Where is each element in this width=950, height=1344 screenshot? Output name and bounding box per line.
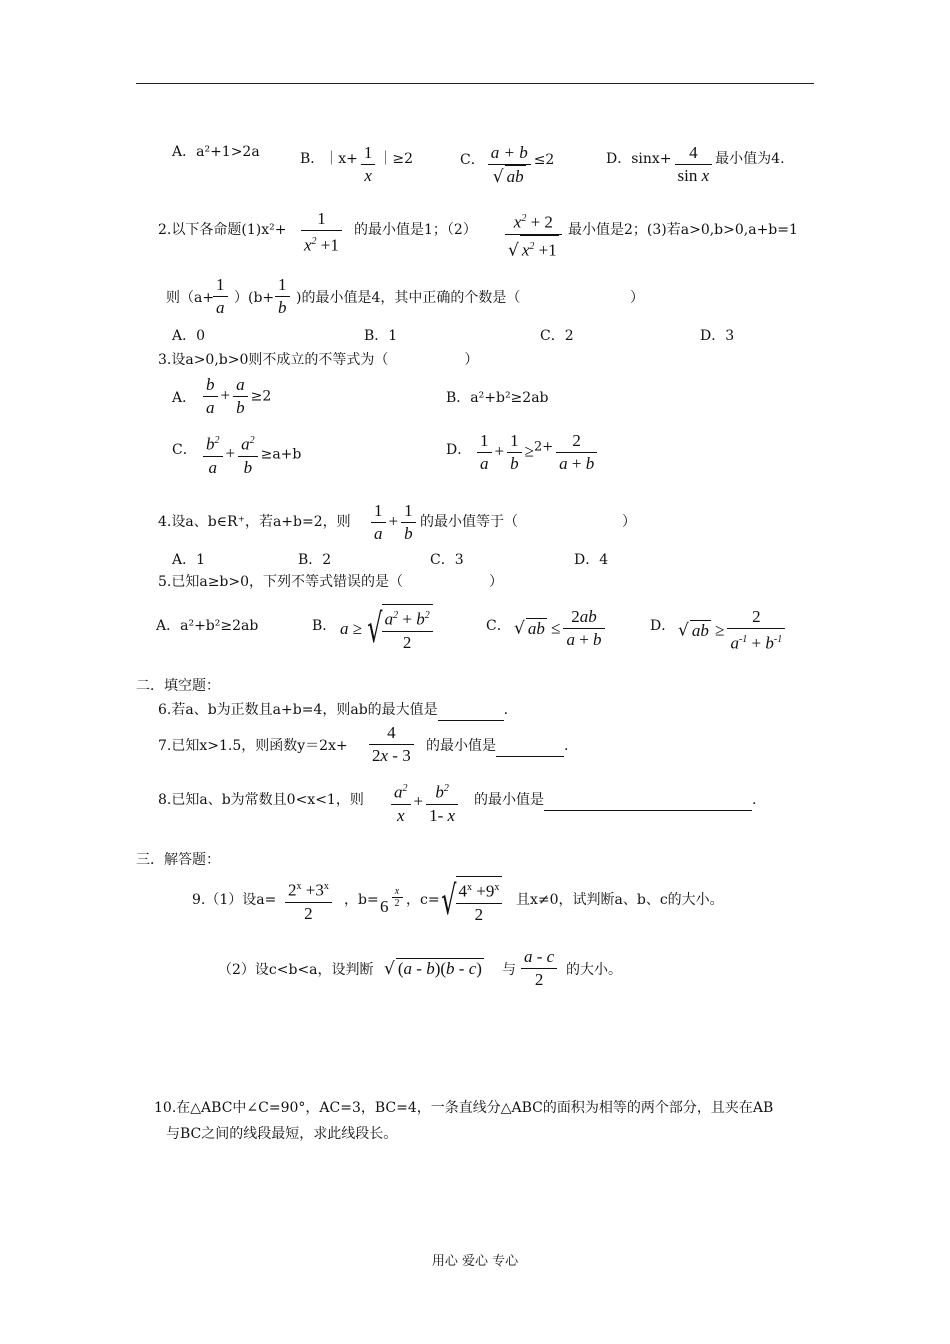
q3-options-cd: C． $\frac{b^2}{a}$ + $\frac{a^2}{b}$ ≥a+b D． $\frac{1}{a}$ + $\frac{1}{b}$ ≥2+ $\frac{2}{a + b}$ bbox=[172, 432, 772, 486]
q5-stem: 5.已知a≥b>0，下列不等式错误的是（ ） bbox=[158, 574, 504, 590]
q10-line-1: 10.在△ABC中∠C=90°，AC=3，BC=4，一条直线分△ABC的面积为相等的两个部分，且夹在AB bbox=[154, 1100, 774, 1116]
q5-option-a: A．a²+b²≥2ab bbox=[156, 618, 259, 634]
q5-option-b-expr: a ≥ √ $\frac{a^2 + b^2}{2}$ bbox=[340, 604, 433, 654]
q3-options-ab: A． $\frac{b}{a}$ + $\frac{a}{b}$ ≥2 B．a²+b²≥2ab bbox=[172, 375, 549, 417]
q3-stem: 3.设a>0,b>0则不成立的不等式为（ ） bbox=[158, 352, 479, 368]
q1-option-a: A．a²+1>2a bbox=[172, 144, 260, 160]
q3-option-d-expr: $\frac{1}{a}$ + $\frac{1}{b}$ ≥2+ $\frac{2}{a + b}$ bbox=[474, 430, 600, 475]
q7-answer-blank bbox=[496, 736, 564, 757]
q6: 6.若a、b为正数且a+b=4，则ab的最大值是 . bbox=[158, 700, 508, 721]
section-3-heading: 三．解答题： bbox=[136, 852, 220, 868]
q8-answer-blank bbox=[544, 790, 752, 811]
page-footer: 用心 爱心 专心 bbox=[431, 1254, 519, 1269]
q3-option-b: B．a²+b²≥2ab bbox=[446, 390, 549, 406]
q10-line-2: 与BC之间的线段最短，求此线段长。 bbox=[166, 1126, 398, 1142]
q1-option-c: C． $\frac{a + b}{√ ab}$ ≤2 bbox=[460, 143, 555, 187]
q3-option-a-expr: $\frac{b}{a}$ + $\frac{a}{b}$ ≥2 bbox=[200, 374, 271, 419]
q9-c-expr: √ $\frac{4^x +9^x}{2}$ bbox=[436, 876, 502, 926]
q9-b-expr: 6 $\frac{x}{2}$ bbox=[380, 886, 406, 918]
q3-option-c-expr: $\frac{b^2}{a}$ + $\frac{a^2}{b}$ ≥a+b bbox=[200, 430, 301, 479]
q5-options: A．a²+b²≥2ab B． a ≥ √ $\frac{a^2 + b^2}{2}$ C． √ ab ≤ $\frac{2ab}{a + b}$ D． √ ab ≥ $\frac{2}{a^{-1} + b^{-1}}$ bbox=[156, 604, 816, 664]
section-2-heading: 二．填空题： bbox=[136, 678, 220, 694]
q2-fraction-2: $\frac{x^2 + 2}{√ x^2 +1}$ bbox=[502, 208, 565, 262]
q1-option-d: D．sinx+ $\frac{4}{\text{sin x}}$ 最小值为4. bbox=[606, 143, 785, 185]
q1-options bbox=[172, 136, 812, 188]
header-rule bbox=[136, 83, 814, 84]
q5-option-c-expr: √ ab ≤ $\frac{2ab}{a + b}$ bbox=[514, 606, 608, 651]
q5-option-d-expr: √ ab ≥ $\frac{2}{a^{-1} + b^{-1}}$ bbox=[678, 606, 788, 655]
q2-fraction-1: $\frac{1}{x^2 +1}$ bbox=[298, 208, 345, 257]
q9-sqrt-expr: √ (a - b)(b - c) bbox=[384, 959, 482, 979]
q1-option-b: B．｜x+ $\frac{1}{x}$ ｜≥2 bbox=[300, 143, 414, 185]
q6-answer-blank bbox=[438, 700, 504, 721]
